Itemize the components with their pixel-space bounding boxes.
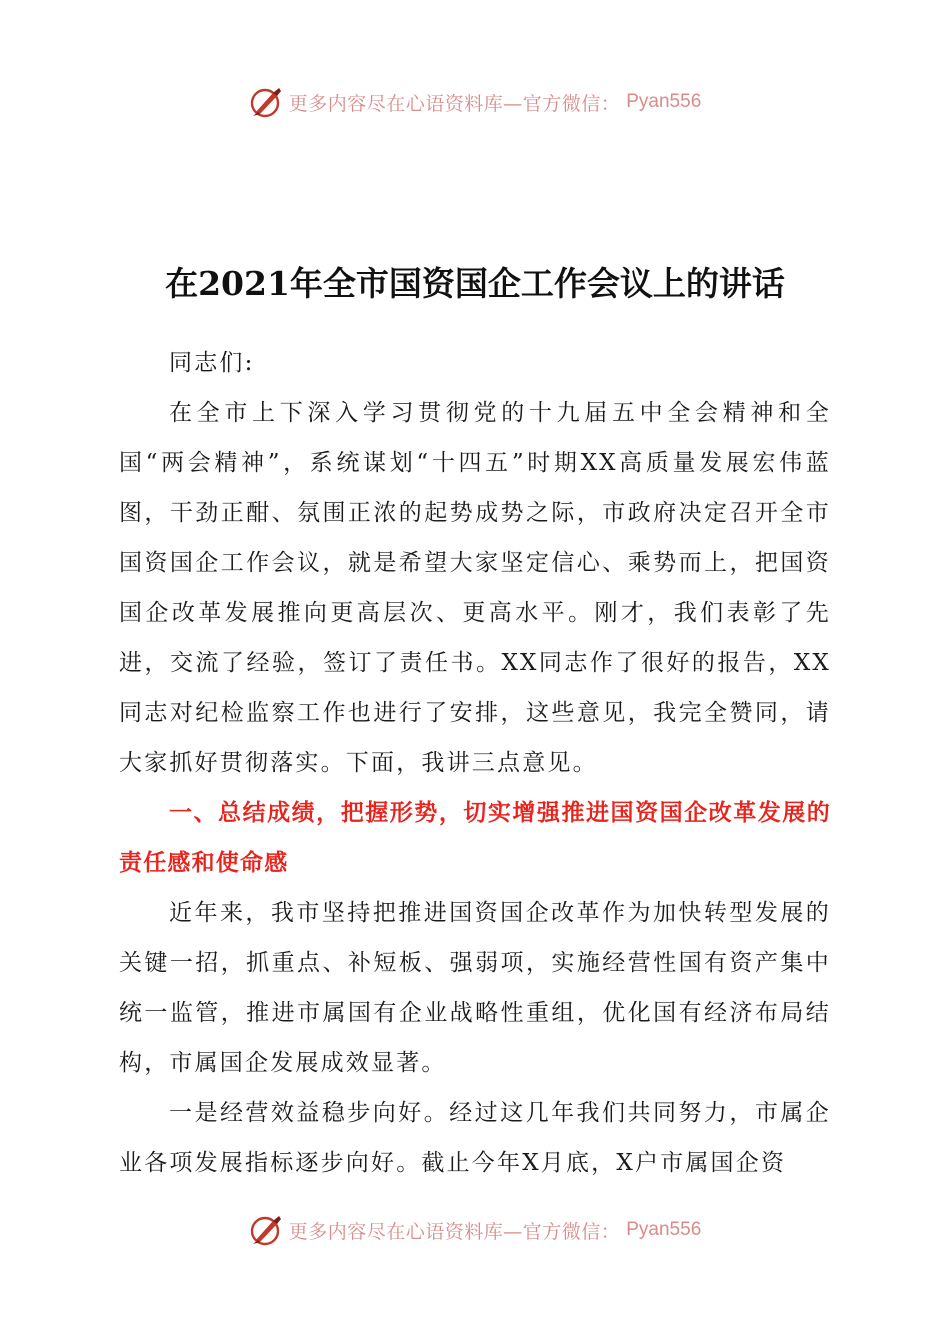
banner-text: 更多内容尽在心语资料库—官方微信：: [288, 92, 621, 115]
section-heading-1: 一、总结成绩，把握形势，切实增强推进国资国企改革发展的责任感和使命感: [119, 800, 831, 876]
document-body: [119, 338, 831, 1188]
banner-wechat-id: Pyan556: [626, 1219, 702, 1240]
intro-paragraph: 在全市上下深入学习贯彻党的十九届五中全会精神和全国“两会精神”，系统谋划“十四五”时期XX高质量发展宏伟蓝图，干劲正酣、氛围正浓的起势成势之际，市政府决定召开全市国资国企工作会议，就是希望大家坚定信心、乘势而上，把国资国企改革发展推向更高层次、更高水平。刚才，我们表彰了先进，交流了经验，签订了责任书。XX同志作了很好的报告，XX同志对纪检监察工作也进行了安排，这些意见，我完全赞同，请大家抓好贯彻落实。下面，我讲三点意见。: [119, 400, 831, 776]
document-title: 在2021年全市国资国企工作会议上的讲话: [165, 264, 785, 303]
header-banner: [0, 82, 950, 122]
salutation: 同志们:: [169, 350, 255, 376]
banner-text: 更多内容尽在心语资料库—官方微信：: [288, 1220, 621, 1243]
banner-wechat-id: Pyan556: [626, 91, 702, 112]
body-paragraph: 一是经营效益稳步向好。经过这几年我们共同努力，市属企业各项发展指标逐步向好。截止今年X月底，X户市属国企资: [119, 1100, 831, 1176]
pen-circle-logo-icon: [249, 1213, 283, 1247]
footer-banner: [0, 1210, 950, 1250]
pen-circle-logo-icon: [249, 85, 283, 119]
body-paragraph: 近年来，我市坚持把推进国资国企改革作为加快转型发展的关键一招，抓重点、补短板、强弱项，实施经营性国有资产集中统一监管，推进市属国有企业战略性重组，优化国有经济布局结构，市属国企发展成效显著。: [119, 900, 831, 1076]
